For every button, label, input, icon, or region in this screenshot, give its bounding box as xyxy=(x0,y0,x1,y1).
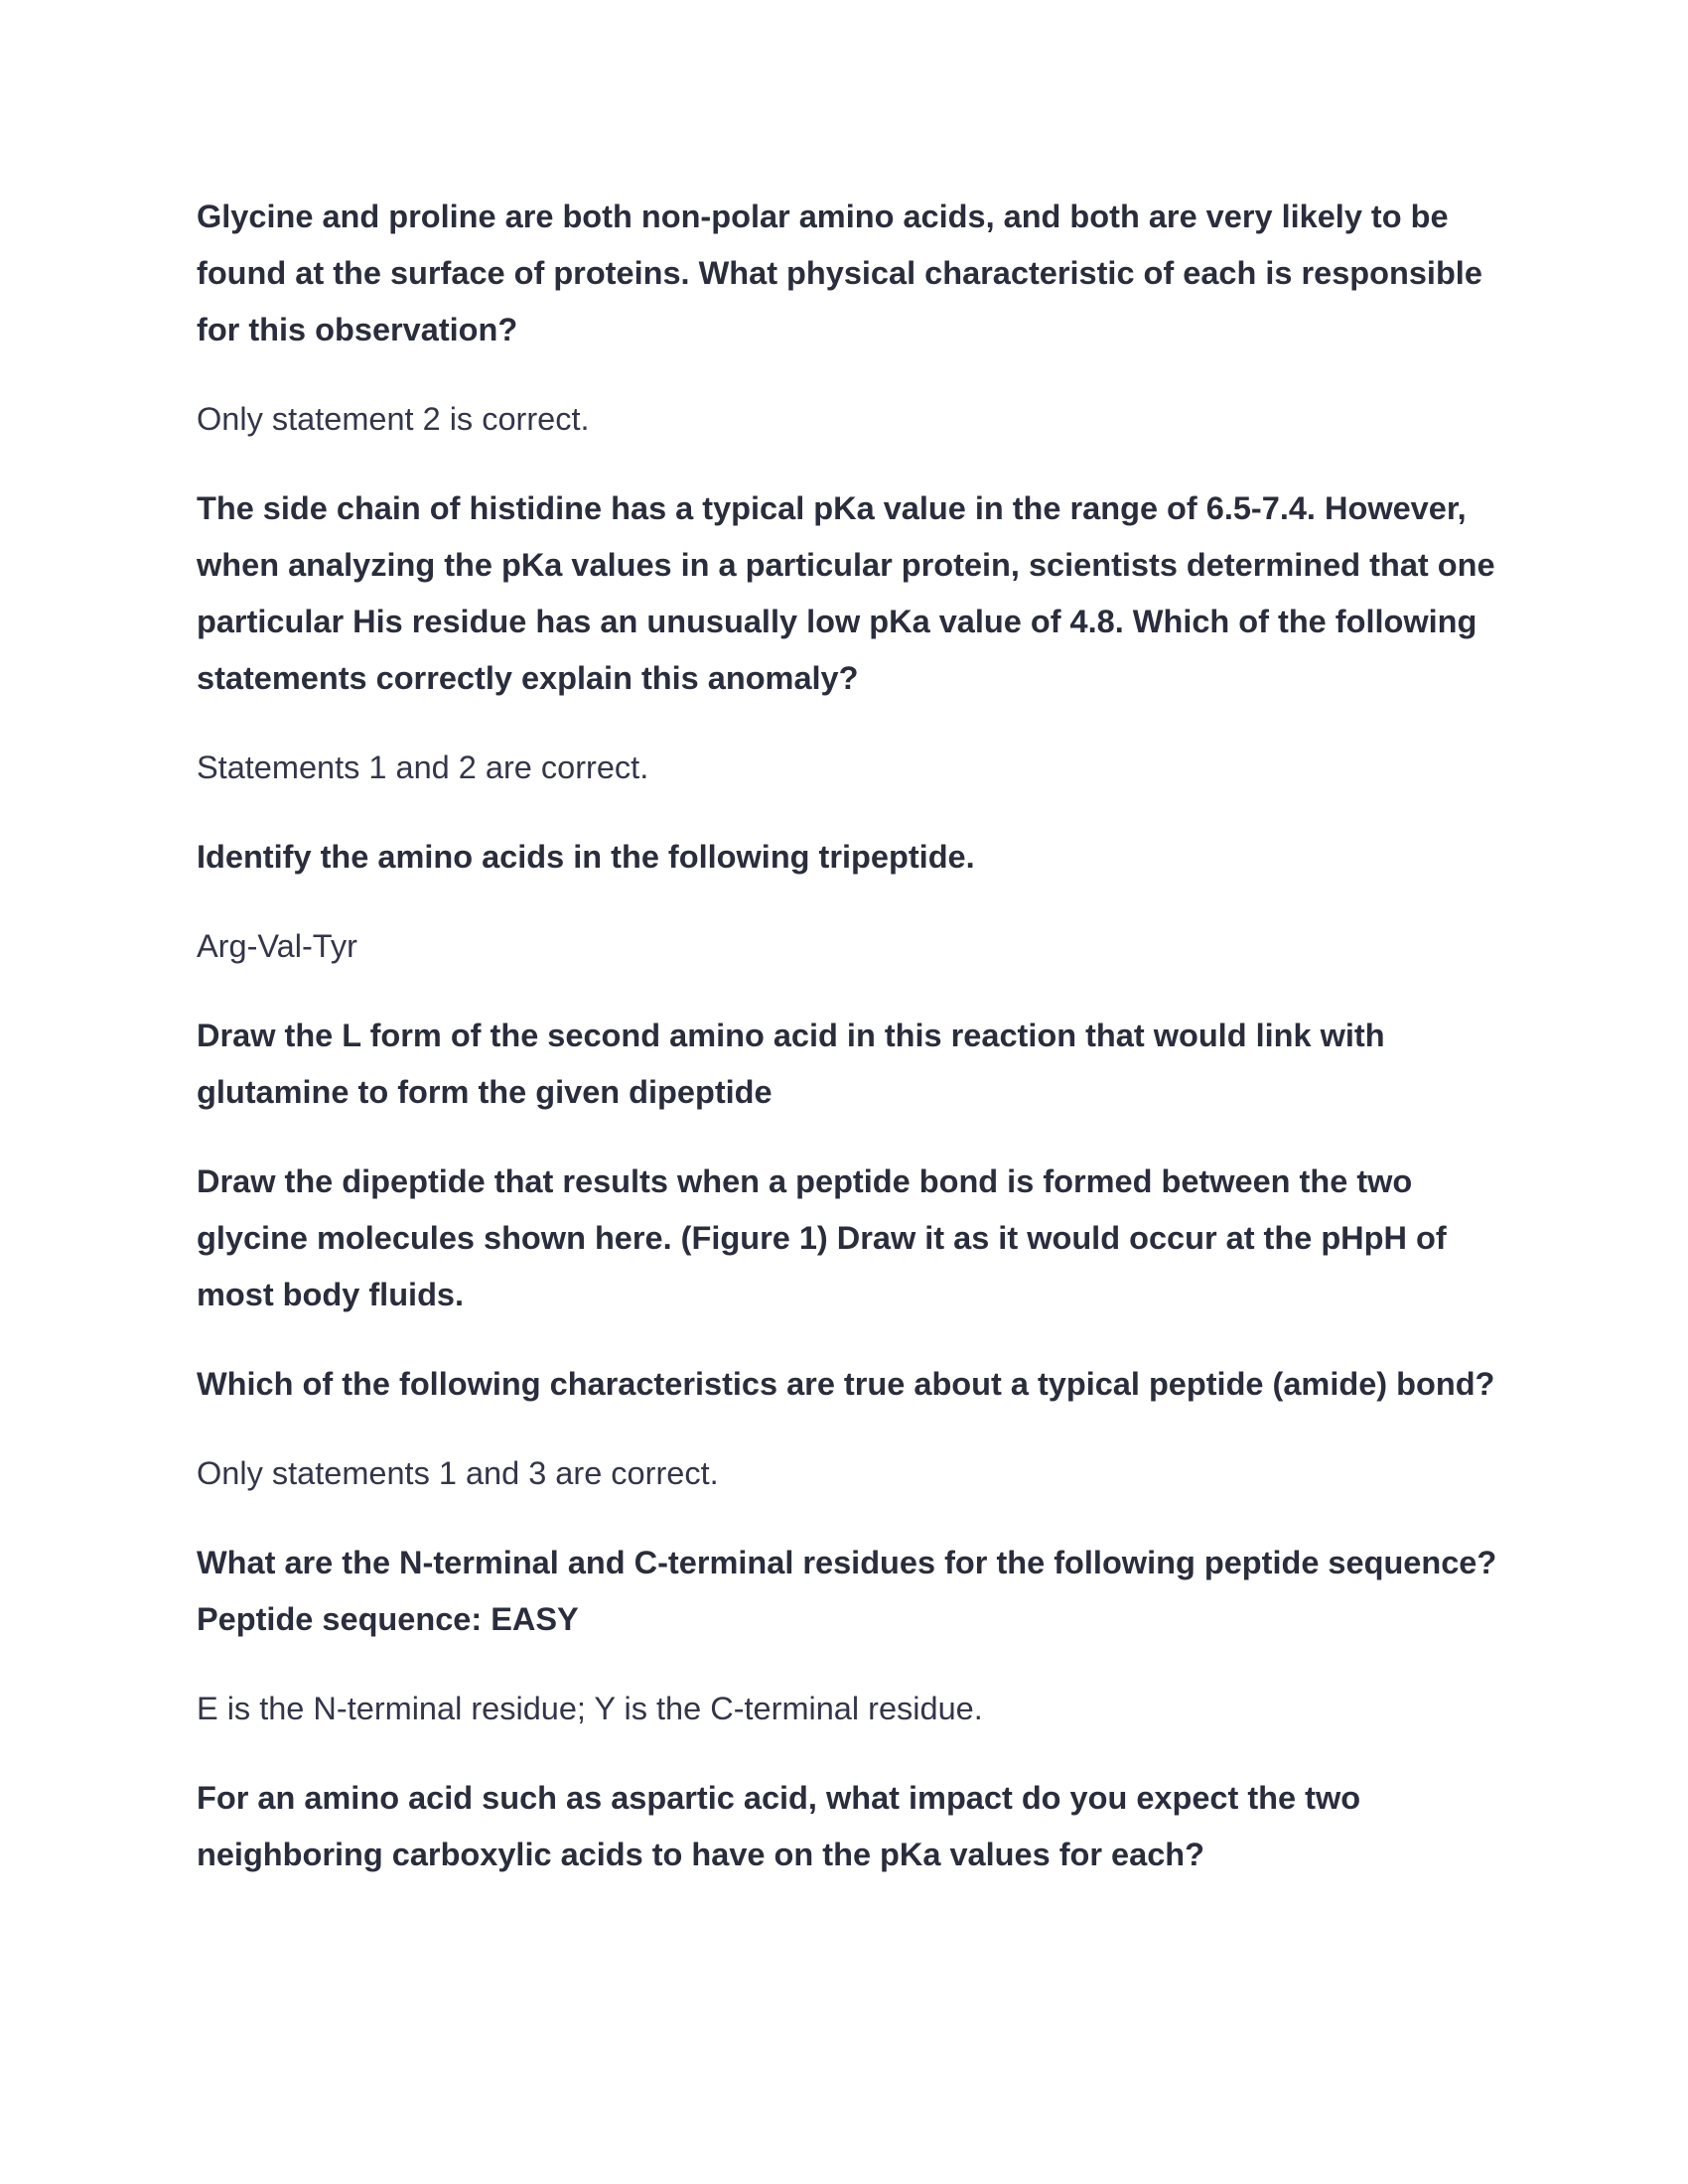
answer-tripeptide: Arg-Val-Tyr xyxy=(197,928,357,964)
question-l-form-glutamine: Draw the L form of the second amino acid in this reaction that would link with glutamine to form the given dipeptide xyxy=(197,1018,1385,1110)
answer-peptide-bond: Only statements 1 and 3 are correct. xyxy=(197,1455,719,1491)
question-histidine-pka: The side chain of histidine has a typical pKa value in the range of 6.5-7.4. However, when analyzing the pKa values in a particular protein, scientists determined that one particular His residue has an unusually low pKa value of 4.8. Which of the following statements correctly explain this anomaly? xyxy=(197,490,1495,696)
question-glycine-dipeptide: Draw the dipeptide that results when a peptide bond is formed between the two glycine molecules shown here. (Figure 1) Draw it as it would occur at the pHpH of most body fluids. xyxy=(197,1163,1447,1312)
question-tripeptide: Identify the amino acids in the following tripeptide. xyxy=(197,839,975,875)
question-aspartic-acid: For an amino acid such as aspartic acid, what impact do you expect the two neighboring carboxylic acids to have on the pKa values for each? xyxy=(197,1780,1361,1872)
answer-histidine-pka: Statements 1 and 2 are correct. xyxy=(197,750,649,785)
question-peptide-bond: Which of the following characteristics are true about a typical peptide (amide) bond? xyxy=(197,1366,1495,1402)
document-page xyxy=(197,189,1507,1916)
question-glycine-proline: Glycine and proline are both non-polar amino acids, and both are very likely to be found at the surface of proteins. What physical characteristic of each is responsible for this observation? xyxy=(197,199,1482,347)
answer-terminal-residues: E is the N-terminal residue; Y is the C-terminal residue. xyxy=(197,1691,983,1726)
answer-glycine-proline: Only statement 2 is correct. xyxy=(197,401,590,437)
question-terminal-residues: What are the N-terminal and C-terminal residues for the following peptide sequence?Peptide sequence: EASY xyxy=(197,1545,1497,1637)
